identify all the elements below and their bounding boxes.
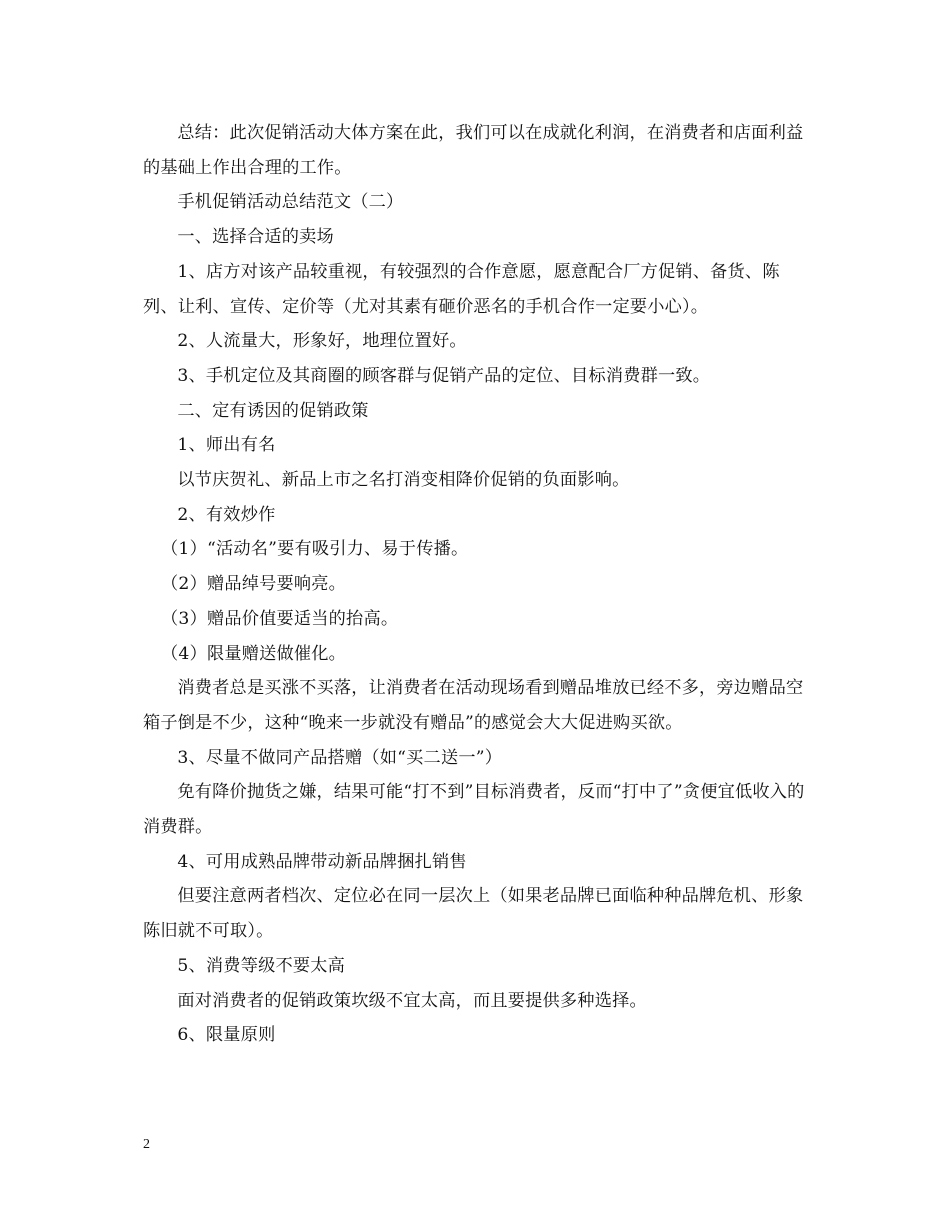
- sub-item-4: （4）限量赠送做催化。: [161, 643, 347, 664]
- paragraph-policy-5: 面对消费者的促销政策坎级不宜太高，而且要提供多种选择。: [177, 990, 647, 1011]
- sub-item-3: （3）赠品价值要适当的抬高。: [161, 608, 399, 629]
- list-item-store-3: 3、手机定位及其商圈的顾客群与促销产品的定位、目标消费群一致。: [177, 365, 711, 386]
- sub-item-2: （2）赠品绰号要响亮。: [161, 574, 347, 595]
- paragraph-policy-4: 但要注意两者档次、定位必在同一层次上（如果老品牌已面临种种品牌危机、形象陈旧就不可取）。: [143, 886, 804, 942]
- list-item-store-1: 1、店方对该产品较重视，有较强烈的合作意愿，愿意配合厂方促销、备货、陈列、让利、宣传、定价等（尤对其素有砸价恶名的手机合作一定要小心）。: [143, 261, 780, 317]
- paragraph-policy-3: 免有降价抛货之嫌，结果可能“打不到”目标消费者，反而“打中了”贪便宜低收入的消费群。: [143, 782, 805, 838]
- list-item-policy-1: 1、师出有名: [177, 435, 276, 456]
- paragraph-scarcity: 消费者总是买涨不买落，让消费者在活动现场看到赠品堆放已经不多，旁边赠品空箱子倒是不少，这种“晚来一步就没有赠品”的感觉会大大促进购买欲。: [143, 678, 804, 733]
- paragraph-summary: 总结：此次促销活动大体方案在此，我们可以在成就化利润，在消费者和店面利益的基础上作出合理的工作。: [143, 123, 804, 178]
- paragraph-policy-1: 以节庆贺礼、新品上市之名打消变相降价促销的负面影响。: [177, 470, 630, 491]
- list-item-policy-6: 6、限量原则: [177, 1025, 276, 1046]
- section-title: 手机促销活动总结范文（二）: [177, 192, 404, 213]
- heading-choose-store: 一、选择合适的卖场: [177, 227, 334, 248]
- list-item-policy-5: 5、消费等级不要太高: [177, 955, 346, 976]
- list-item-store-2: 2、人流量大，形象好，地理位置好。: [177, 331, 467, 352]
- list-item-policy-3: 3、尽量不做同产品搭赠（如“买二送一”）: [177, 747, 503, 768]
- list-item-policy-2: 2、有效炒作: [177, 504, 276, 525]
- heading-promo-policy: 二、定有诱因的促销政策: [177, 400, 369, 421]
- page-number: 2: [143, 1137, 150, 1152]
- list-item-policy-4: 4、可用成熟品牌带动新品牌捆扎销售: [177, 851, 467, 872]
- sub-item-1: （1）“活动名”要有吸引力、易于传播。: [161, 539, 469, 560]
- document-body: [143, 116, 813, 1053]
